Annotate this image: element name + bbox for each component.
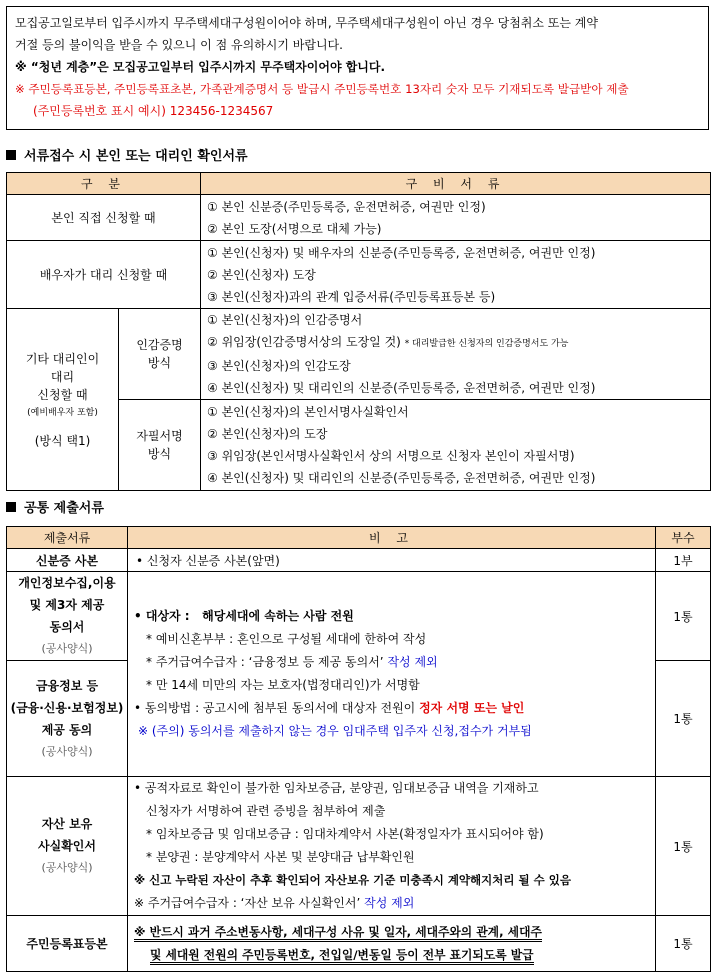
label-line: 및 제3자 제공 <box>29 598 105 612</box>
target-value: 해당세대에 속하는 사람 전원 <box>202 609 354 623</box>
item-text: ② 위임장(인감증명서상의 도장일 것) <box>207 335 401 349</box>
asset-note <box>128 777 656 916</box>
resident-line <box>134 921 655 944</box>
row-label-asset <box>7 777 128 916</box>
row-label-seal-method <box>119 309 201 400</box>
list-item: ③ 본인(신청자)과의 관계 입증서류(주민등록표등본 등) <box>207 289 496 304</box>
section-1-title: 서류접수 시 본인 또는 대리인 확인서류 <box>24 149 248 164</box>
resident-line-text: 및 세대원 전원의 주민등록번호, 전입일/변동일 등이 전부 표기되도록 발급 <box>150 948 534 965</box>
row-label-resident-register: 주민등록표등본 <box>7 916 128 972</box>
list-item: ③ 위임장(본인서명사실확인서 상의 서명으로 신청자 본인이 자필서명) <box>207 449 575 463</box>
spouse-docs <box>201 241 711 309</box>
signature-method-docs <box>201 400 711 491</box>
resident-line <box>134 944 655 967</box>
method-line <box>134 697 655 720</box>
caution-line: ※ (주의) 동의서를 제출하지 않는 경우 임대주택 입주자 신청,접수가 거부됨 <box>138 724 532 738</box>
sub-note: * 예비신혼부부 : 혼인으로 구성될 세대에 한하여 작성 <box>146 632 427 646</box>
col-header-document: 제출서류 <box>7 527 128 549</box>
row-label-privacy-consent <box>7 572 128 661</box>
label-line: 인감증명 <box>136 338 183 352</box>
label-line: 기타 대리인이 <box>25 351 100 366</box>
notice-line-2: 거절 등의 불이익을 받을 수 있으니 이 점 유의하시기 바랍니다. <box>15 38 343 52</box>
col-header-copies: 부수 <box>656 527 711 549</box>
square-bullet-icon <box>6 502 16 512</box>
row-label-spouse: 배우자가 대리 신청할 때 <box>7 241 201 309</box>
asset-line <box>134 892 655 915</box>
label-line: (공사양식) <box>41 861 93 874</box>
id-copy-note: • 신청자 신분증 사본(앞면) <box>128 549 656 572</box>
consent-note <box>128 572 656 777</box>
label-line: 방식 <box>147 356 172 370</box>
list-item: ① 본인(신청자)의 본인서명사실확인서 <box>207 405 409 419</box>
row-label-signature-method <box>119 400 201 491</box>
resident-register-note <box>128 916 656 972</box>
identity-docs-table <box>6 172 711 491</box>
target-label: • 대상자 : <box>134 609 190 623</box>
list-item: ④ 본인(신청자) 및 대리인의 신분증(주민등록증, 운전면허증, 여권만 인정) <box>207 471 596 485</box>
list-item: ③ 본인(신청자)의 인감도장 <box>207 359 351 373</box>
list-item <box>207 331 710 355</box>
label-line: 자필서명 <box>136 429 183 443</box>
list-item: ① 본인 신분증(주민등록증, 운전면허증, 여권만 인정) <box>207 199 486 214</box>
resident-line-text: ※ 반드시 과거 주소변동사항, 세대구성 사유 및 일자, 세대주와의 관계, 세대주 <box>134 925 542 942</box>
list-item: ④ 본인(신청자) 및 대리인의 신분증(주민등록증, 운전면허증, 여권만 인정) <box>207 381 596 395</box>
row-label-finance-consent <box>7 661 128 777</box>
seal-method-docs <box>201 309 711 400</box>
square-bullet-icon <box>6 150 16 160</box>
col-header-remarks: 비 고 <box>128 527 656 549</box>
notice-box <box>6 6 709 130</box>
asset-line: 신청자가 서명하여 관련 증빙을 첨부하여 제출 <box>146 804 386 818</box>
notice-line-3: ※ “청년 계층”은 모집공고일부터 입주시까지 무주택자이어야 합니다. <box>15 60 386 74</box>
notice-line-4: ※ 주민등록표등본, 주민등록표초본, 가족관계증명서 등 발급시 주민등록번호 13자리 숫자 모두 기재되도록 발급받아 제출 <box>15 82 629 96</box>
label-line: 개인정보수집,이용 <box>18 576 116 590</box>
sub-note: * 만 14세 미만의 자는 보호자(법정대리인)가 서명함 <box>146 678 420 692</box>
label-line: 사실확인서 <box>38 839 96 853</box>
label-line: 제공 동의 <box>41 722 93 737</box>
asset-line: • 공적자료로 확인이 불가한 임차보증금, 분양권, 임대보증금 내역을 기재하고 <box>134 781 539 795</box>
label-line: (예비배우자 포함) <box>27 407 98 418</box>
label-line: 동의서 <box>49 620 85 634</box>
method-highlight: 정자 서명 또는 날인 <box>419 701 525 715</box>
list-item: ① 본인(신청자)의 인감증명서 <box>207 313 363 327</box>
notice-line-1: 모집공고일로부터 입주시까지 무주택세대구성원이어야 하며, 무주택세대구성원이 아닌 경우 당첨취소 또는 계약 <box>15 16 598 30</box>
finance-consent-count: 1통 <box>656 661 711 777</box>
self-docs <box>201 195 711 241</box>
list-item: ② 본인(신청자) 도장 <box>207 267 316 282</box>
label-line: (방식 택1) <box>34 433 91 448</box>
sub-note-text: * 주거급여수급자 : ‘금융정보 등 제공 동의서’ <box>146 655 384 669</box>
label-line: 금융정보 등 <box>35 678 99 693</box>
label-line: (금융·신용·보험정보) <box>10 700 124 715</box>
label-line: 대리 <box>50 369 75 384</box>
list-item: ① 본인(신청자) 및 배우자의 신분증(주민등록증, 운전면허증, 여권만 인정) <box>207 245 596 260</box>
asset-line: ※ 신고 누락된 자산이 추후 확인되어 자산보유 기준 미충족시 계약해지처리 될 수 있음 <box>134 873 571 887</box>
row-label-id-copy: 신분증 사본 <box>7 549 128 572</box>
resident-register-count: 1통 <box>656 916 711 972</box>
section-2-heading <box>6 497 104 516</box>
asset-line: * 임차보증금 및 임대보증금 : 임대차계약서 사본(확정일자가 표시되어야 함) <box>146 827 544 841</box>
label-line: (공사양식) <box>41 744 93 758</box>
label-line: 자산 보유 <box>41 817 93 831</box>
row-label-self: 본인 직접 신청할 때 <box>7 195 201 241</box>
notice-line-5: (주민등록번호 표시 예시) 123456-1234567 <box>33 104 274 118</box>
method-text: • 동의방법 : 공고시에 첨부된 동의서에 대상자 전원이 <box>134 701 416 715</box>
item-note: * 대리발급한 신청자의 인감증명서도 가능 <box>404 339 569 349</box>
label-line: (공사양식) <box>41 642 93 655</box>
asset-count: 1통 <box>656 777 711 916</box>
asset-line-highlight: 작성 제외 <box>364 896 415 910</box>
col-header-category: 구 분 <box>7 173 201 195</box>
list-item: ② 본인 도장(서명으로 대체 가능) <box>207 221 382 236</box>
asset-line: * 분양권 : 분양계약서 사본 및 분양대금 납부확인원 <box>146 850 415 864</box>
col-header-documents: 구 비 서 류 <box>201 173 711 195</box>
asset-line-text: ※ 주거급여수급자 : ‘자산 보유 사실확인서’ <box>134 896 361 910</box>
sub-note <box>134 651 655 674</box>
target-line <box>134 605 655 628</box>
sub-note-highlight: 작성 제외 <box>387 655 438 669</box>
label-line: 신청할 때 <box>37 387 88 402</box>
section-2-title: 공통 제출서류 <box>24 501 104 516</box>
privacy-consent-count: 1통 <box>656 572 711 661</box>
label-line: 방식 <box>147 447 172 461</box>
common-docs-table <box>6 526 711 972</box>
id-copy-count: 1부 <box>656 549 711 572</box>
list-item: ② 본인(신청자)의 도장 <box>207 427 328 441</box>
row-label-other-agent <box>7 309 119 491</box>
section-1-heading <box>6 145 248 164</box>
